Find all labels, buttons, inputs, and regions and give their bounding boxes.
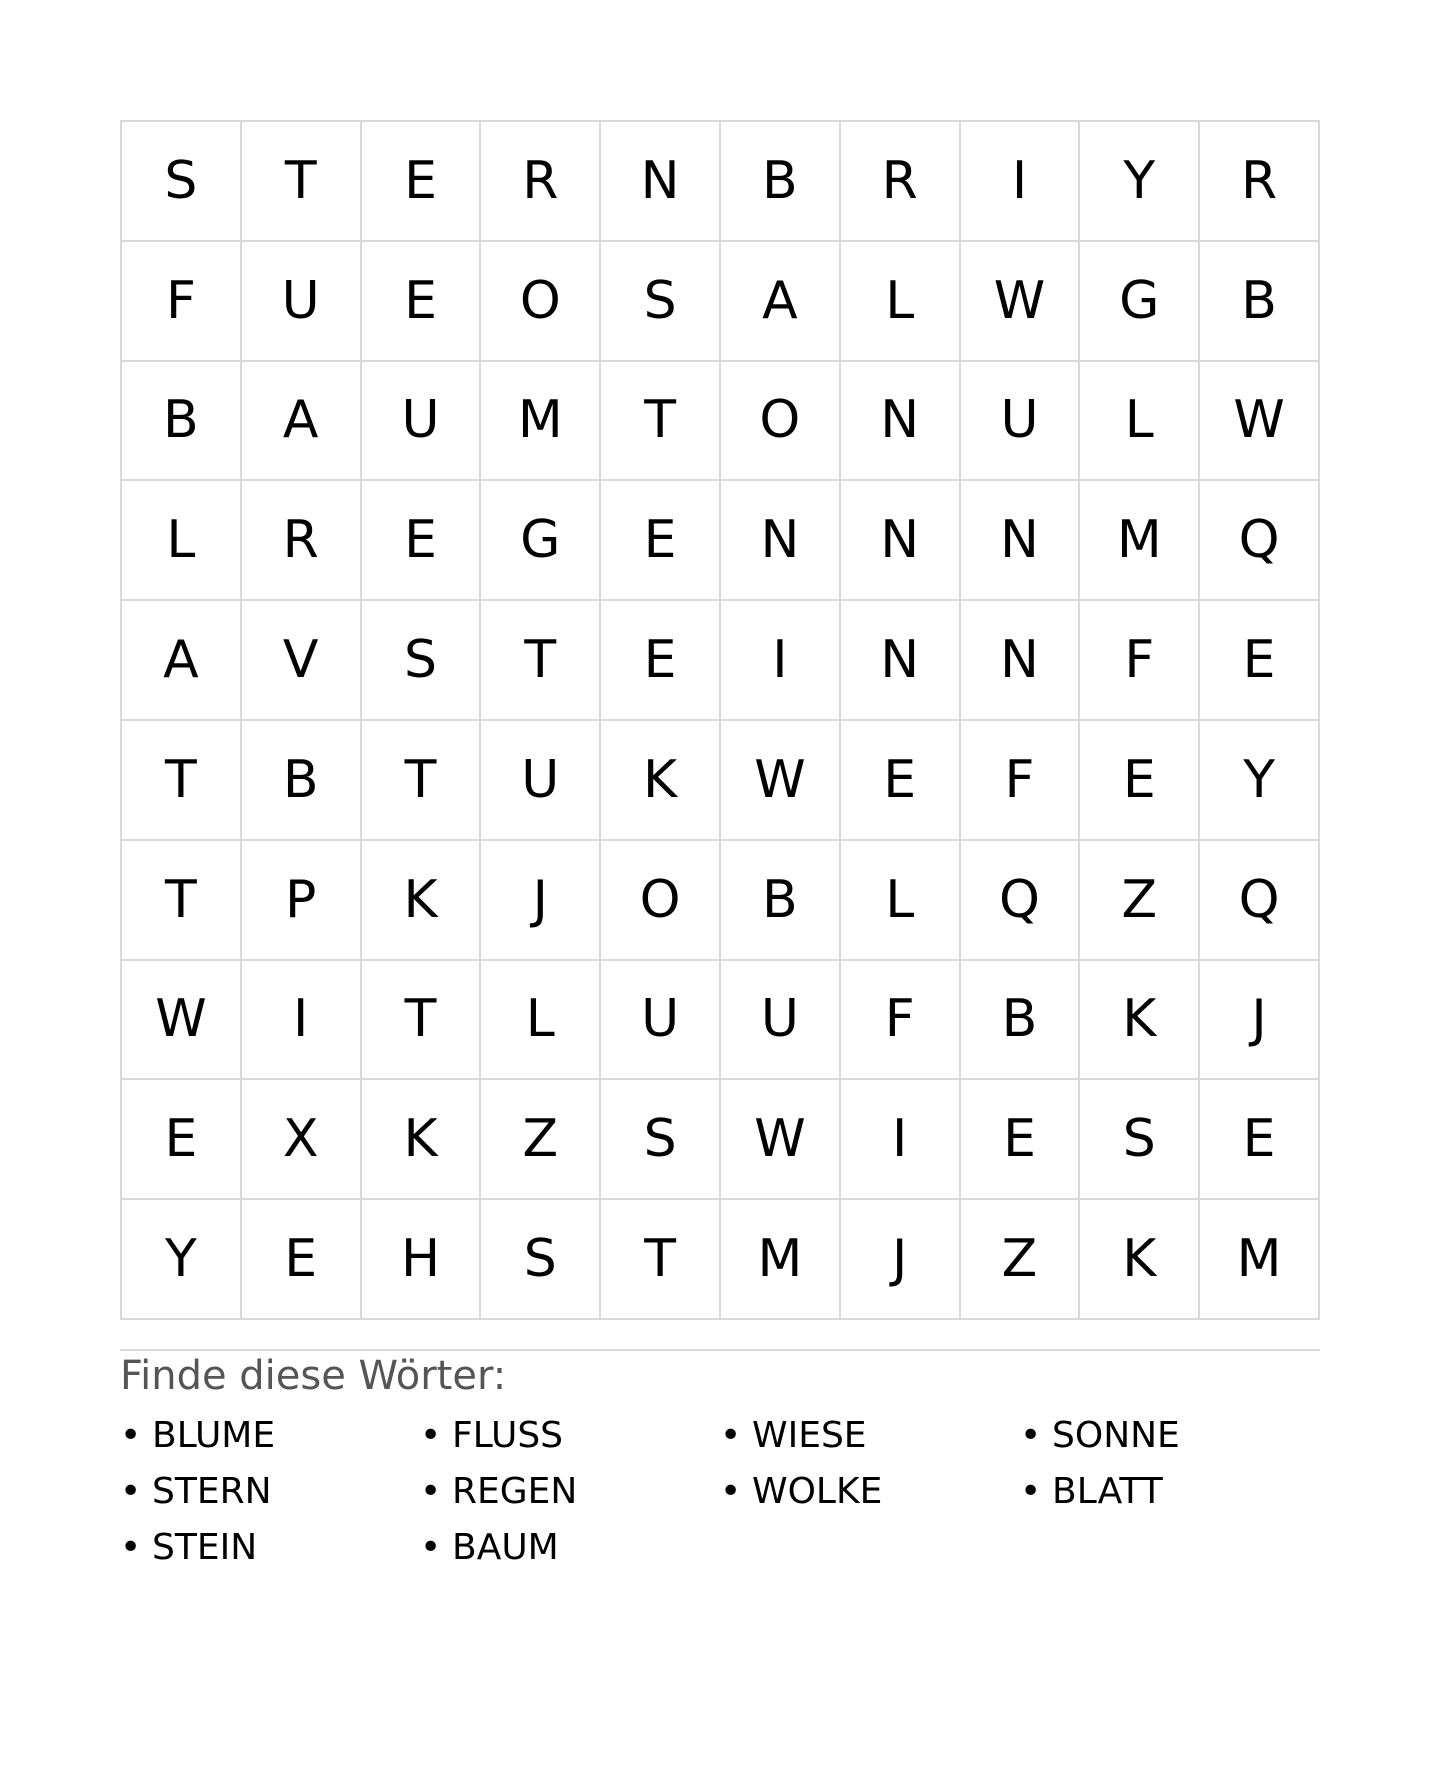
grid-cell[interactable]: N — [841, 601, 961, 721]
grid-cell[interactable]: L — [122, 481, 242, 601]
grid-cell[interactable]: R — [1200, 122, 1320, 242]
grid-cell[interactable]: E — [841, 721, 961, 841]
grid-cell[interactable]: Q — [1200, 841, 1320, 961]
grid-cell[interactable]: B — [721, 841, 841, 961]
grid-cell[interactable]: E — [601, 601, 721, 721]
grid-cell[interactable]: V — [242, 601, 362, 721]
grid-cell[interactable]: Z — [481, 1080, 601, 1200]
grid-cell[interactable]: T — [481, 601, 601, 721]
grid-cell[interactable]: G — [481, 481, 601, 601]
grid-cell[interactable]: L — [1080, 362, 1200, 482]
bullet-icon: • — [420, 1415, 442, 1456]
grid-cell[interactable]: K — [1080, 1200, 1200, 1320]
grid-cell[interactable]: A — [721, 242, 841, 362]
word-list-item — [420, 1464, 720, 1520]
grid-cell[interactable]: A — [122, 601, 242, 721]
grid-cell[interactable]: L — [841, 841, 961, 961]
grid-cell[interactable]: T — [362, 721, 482, 841]
grid-cell[interactable]: J — [1200, 961, 1320, 1081]
grid-cell[interactable]: W — [721, 1080, 841, 1200]
grid-cell[interactable]: H — [362, 1200, 482, 1320]
grid-cell[interactable]: M — [1200, 1200, 1320, 1320]
grid-cell[interactable]: K — [601, 721, 721, 841]
word-label: BLATT — [1052, 1471, 1163, 1512]
grid-cell[interactable]: O — [721, 362, 841, 482]
bullet-icon: • — [720, 1415, 742, 1456]
grid-cell[interactable]: F — [841, 961, 961, 1081]
grid-cell[interactable]: B — [961, 961, 1081, 1081]
grid-cell[interactable]: E — [961, 1080, 1081, 1200]
word-list-item — [1020, 1408, 1320, 1464]
grid-cell[interactable]: B — [122, 362, 242, 482]
grid-cell[interactable]: W — [961, 242, 1081, 362]
grid-cell[interactable]: E — [1200, 1080, 1320, 1200]
word-label: WIESE — [752, 1415, 867, 1456]
grid-cell[interactable]: U — [481, 721, 601, 841]
bullet-icon: • — [120, 1527, 142, 1568]
grid-cell[interactable]: T — [122, 841, 242, 961]
grid-cell[interactable]: S — [601, 242, 721, 362]
grid-cell[interactable]: S — [481, 1200, 601, 1320]
grid-cell[interactable]: T — [601, 362, 721, 482]
grid-cell[interactable]: F — [122, 242, 242, 362]
word-list-item — [720, 1408, 1020, 1464]
grid-cell[interactable]: B — [242, 721, 362, 841]
grid-cell[interactable]: N — [721, 481, 841, 601]
grid-cell[interactable]: E — [1200, 601, 1320, 721]
grid-cell[interactable]: B — [721, 122, 841, 242]
grid-cell[interactable]: B — [1200, 242, 1320, 362]
grid-cell[interactable]: Q — [1200, 481, 1320, 601]
grid-cell[interactable]: S — [1080, 1080, 1200, 1200]
grid-cell[interactable]: M — [1080, 481, 1200, 601]
grid-cell[interactable]: T — [122, 721, 242, 841]
word-list-item — [720, 1464, 1020, 1520]
divider — [120, 1349, 1320, 1351]
grid-cell[interactable]: K — [362, 1080, 482, 1200]
word-list-item — [120, 1464, 420, 1520]
word-label: STERN — [152, 1471, 272, 1512]
word-list-item — [420, 1520, 720, 1576]
grid-cell[interactable]: A — [242, 362, 362, 482]
word-list-item — [1020, 1464, 1320, 1520]
grid-cell[interactable]: M — [481, 362, 601, 482]
grid-cell[interactable]: Y — [1200, 721, 1320, 841]
grid-cell[interactable]: L — [481, 961, 601, 1081]
grid-cell[interactable]: S — [601, 1080, 721, 1200]
grid-cell[interactable]: E — [242, 1200, 362, 1320]
grid-cell[interactable]: U — [362, 362, 482, 482]
grid-cell[interactable]: X — [242, 1080, 362, 1200]
grid-cell[interactable]: I — [721, 601, 841, 721]
grid-cell[interactable]: T — [242, 122, 362, 242]
grid-cell[interactable]: Y — [1080, 122, 1200, 242]
grid-cell[interactable]: N — [601, 122, 721, 242]
grid-cell[interactable]: P — [242, 841, 362, 961]
grid-cell[interactable]: E — [122, 1080, 242, 1200]
word-label: BAUM — [452, 1527, 559, 1568]
word-label: STEIN — [152, 1527, 258, 1568]
grid-cell[interactable]: K — [1080, 961, 1200, 1081]
bullet-icon: • — [1020, 1415, 1042, 1456]
grid-cell[interactable]: W — [1200, 362, 1320, 482]
word-label: FLUSS — [452, 1415, 564, 1456]
grid-cell[interactable]: R — [481, 122, 601, 242]
grid-cell[interactable]: U — [242, 242, 362, 362]
grid-cell[interactable]: E — [362, 122, 482, 242]
bullet-icon: • — [420, 1527, 442, 1568]
word-label: WOLKE — [752, 1471, 883, 1512]
grid-cell[interactable]: O — [481, 242, 601, 362]
bullet-icon: • — [1020, 1471, 1042, 1512]
grid-cell[interactable]: F — [1080, 601, 1200, 721]
word-list-item — [120, 1520, 420, 1576]
grid-cell[interactable]: U — [961, 362, 1081, 482]
grid-cell[interactable]: S — [122, 122, 242, 242]
grid-cell[interactable]: I — [841, 1080, 961, 1200]
grid-cell[interactable]: K — [362, 841, 482, 961]
grid-cell[interactable]: Z — [1080, 841, 1200, 961]
grid-cell[interactable]: J — [481, 841, 601, 961]
grid-cell[interactable]: N — [961, 601, 1081, 721]
grid-cell[interactable]: E — [1080, 721, 1200, 841]
word-label: SONNE — [1052, 1415, 1180, 1456]
grid-cell[interactable]: U — [601, 961, 721, 1081]
grid-cell[interactable]: W — [721, 721, 841, 841]
word-label: BLUME — [152, 1415, 276, 1456]
grid-cell[interactable]: W — [122, 961, 242, 1081]
grid-cell[interactable]: Q — [961, 841, 1081, 961]
bullet-icon: • — [120, 1471, 142, 1512]
grid-cell[interactable]: Z — [961, 1200, 1081, 1320]
word-list-item — [420, 1408, 720, 1464]
word-list — [120, 1408, 1320, 1576]
grid-cell[interactable]: N — [961, 481, 1081, 601]
word-label: REGEN — [452, 1471, 578, 1512]
grid-cell[interactable]: R — [841, 122, 961, 242]
grid-cell[interactable]: E — [362, 481, 482, 601]
grid-cell[interactable]: R — [242, 481, 362, 601]
grid-cell[interactable]: E — [362, 242, 482, 362]
grid-cell[interactable]: J — [841, 1200, 961, 1320]
grid-cell[interactable]: T — [601, 1200, 721, 1320]
grid-cell[interactable]: T — [362, 961, 482, 1081]
bullet-icon: • — [120, 1415, 142, 1456]
bullet-icon: • — [720, 1471, 742, 1512]
grid-cell[interactable]: F — [961, 721, 1081, 841]
grid-cell[interactable]: N — [841, 362, 961, 482]
grid-cell[interactable]: U — [721, 961, 841, 1081]
grid-cell[interactable]: E — [601, 481, 721, 601]
word-list-heading: Finde diese Wörter: — [120, 1353, 507, 1399]
grid-cell[interactable]: I — [242, 961, 362, 1081]
word-list-item — [120, 1408, 420, 1464]
grid-cell[interactable]: G — [1080, 242, 1200, 362]
grid-cell[interactable]: M — [721, 1200, 841, 1320]
bullet-icon: • — [420, 1471, 442, 1512]
grid-cell[interactable]: Y — [122, 1200, 242, 1320]
grid-cell[interactable]: L — [841, 242, 961, 362]
grid-cell[interactable]: O — [601, 841, 721, 961]
grid-cell[interactable]: N — [841, 481, 961, 601]
grid-cell[interactable]: S — [362, 601, 482, 721]
letter-grid — [120, 120, 1320, 1320]
grid-cell[interactable]: I — [961, 122, 1081, 242]
